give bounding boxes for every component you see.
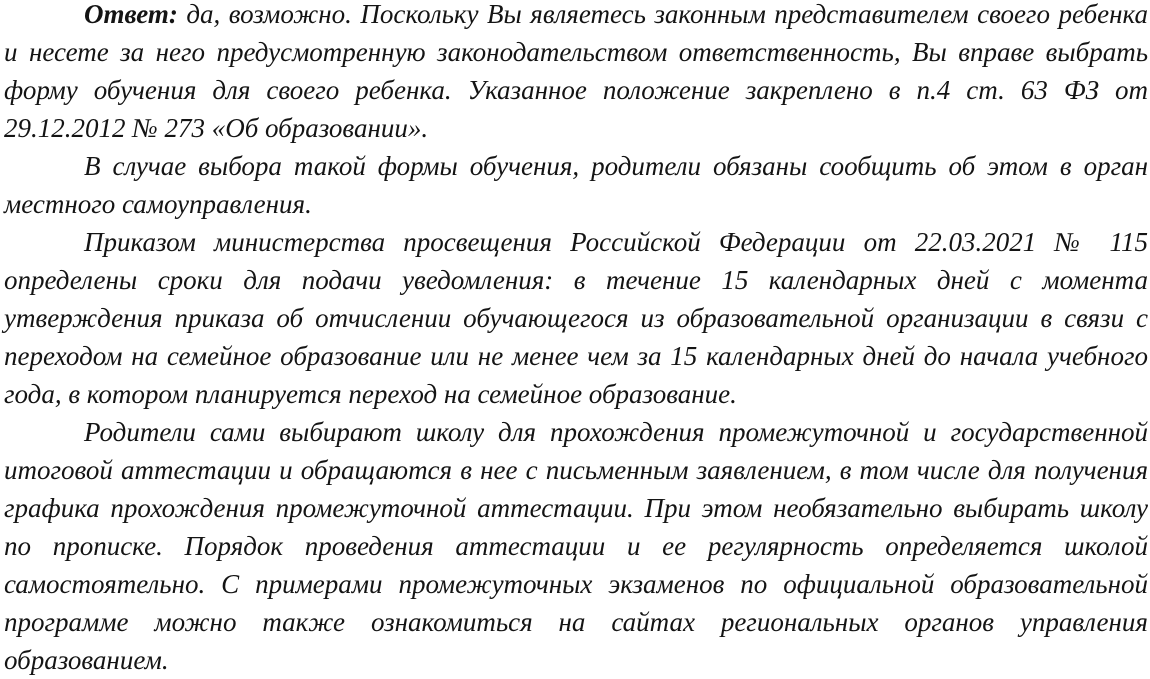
answer-label: Ответ: [84, 0, 178, 29]
document-body [4, 0, 1148, 679]
answer-text: да, возможно. Поскольку Вы являетесь законным представителем своего ребенка и несете за него предусмотренную законодательством ответственность, Вы вправе выбрать форму обучения для своего ребенка. Указанное положение закреплено в п.4 ст. 63 ФЗ от 29.12.2012 № 273 «Об образовании». [4, 0, 1148, 143]
answer-paragraph [4, 0, 1148, 147]
paragraph-attestation: Родители сами выбирают школу для прохождения промежуточной и государственной итоговой аттестации и обращаются в нее с письменным заявлением, в том числе для получения графика прохождения промежуточной аттестации. При этом необязательно выбирать школу по прописке. Порядок проведения аттестации и ее регулярность определяется школой самостоятельно. С примерами промежуточных экзаменов по официальной образовательной программе можно также ознакомиться на сайтах региональных органов управления образованием. [4, 417, 1148, 675]
paragraph-notification: В случае выбора такой формы обучения, родители обязаны сообщить об этом в орган местного самоуправления. [4, 151, 1148, 219]
paragraph-order-deadlines: Приказом министерства просвещения Российской Федерации от 22.03.2021 № 115 определены сроки для подачи уведомления: в течение 15 календарных дней с момента утверждения приказа об отчислении обучающегося из образовательной организации в связи с переходом на семейное образование или не менее чем за 15 календарных дней до начала учебного года, в котором планируется переход на семейное образование. [4, 227, 1148, 409]
